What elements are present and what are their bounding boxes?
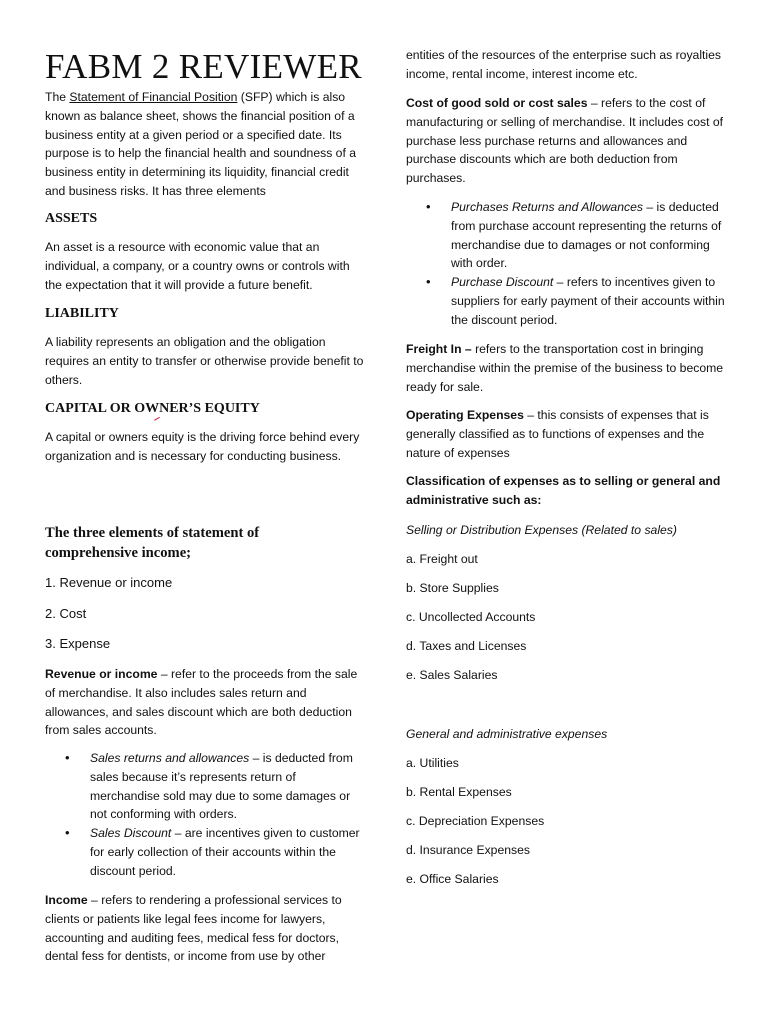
revenue-text: – refer to the proceeds from the sale of merchandise. It also includes sales return and allowances, and sales discount which are both deduction from sales accounts.: [45, 667, 358, 738]
bullet-term: Sales returns and allowances: [90, 751, 250, 765]
bullet-icon: •: [65, 825, 70, 841]
opex-text: – this consists of expenses that is generally classified as to functions of expenses and the nature of expenses: [406, 408, 709, 460]
capital-text: A capital or owners equity is the driving force behind every organization and is necessary for conducting business.: [45, 430, 360, 463]
bullet-icon: •: [65, 750, 70, 765]
list-item: [406, 198, 728, 273]
classification-heading: Classification of expenses as to selling or general and administrative such as:: [406, 474, 721, 507]
admin-item: d. Insurance Expenses: [406, 843, 530, 857]
income-elements-heading: The three elements of statement of comprehensive income;: [45, 525, 260, 561]
revenue-term: Revenue or income: [45, 667, 158, 681]
bullet-text: – refers to incentives given to suppliers for early payment of their accounts within the discount period.: [451, 275, 725, 327]
list-item-expense: 3. Expense: [45, 636, 111, 651]
bullet-text: – is deducted from purchase account representing the returns of merchandise due to damages or not conforming with order.: [451, 200, 722, 271]
bullet-text: – is deducted from sales because it’s represents return of merchandise sold may due to some damages or not conforming with orders.: [90, 751, 353, 822]
list-item-cost: 2. Cost: [45, 606, 87, 621]
intro-post: (SFP) which is also known as balance sheet, shows the financial position of a business entity at a given period or a specified date. Its purpose is to help the financial health and soundness of a business entity in determining its liquidity, financial credit and business risks. It has three elements: [45, 90, 357, 198]
freight-text: refers to the transportation cost in bringing merchandise within the premise of the business to become ready for sale.: [406, 342, 724, 394]
bullet-term: Sales Discount: [90, 826, 172, 841]
sales-bullets: [45, 749, 367, 881]
selling-item: e. Sales Salaries: [406, 668, 498, 682]
document-title: FABM 2 REVIEWER: [45, 47, 362, 86]
freight-paragraph: [406, 340, 728, 396]
cogs-text: – refers to the cost of manufacturing or selling of merchandise. It includes cost of purchase less purchase returns and allowances and purchase discounts which are both deduction from purchases.: [406, 96, 724, 186]
selling-item: d. Taxes and Licenses: [406, 639, 527, 653]
admin-item: a. Utilities: [406, 756, 459, 770]
admin-item: c. Depreciation Expenses: [406, 814, 545, 828]
bullet-icon: •: [426, 274, 431, 290]
assets-text: An asset is a resource with economic value that an individual, a company, or a country owns or controls with the expectation that it will provide a future benefit.: [45, 240, 350, 292]
income-term: Income: [45, 893, 88, 907]
liability-text: A liability represents an obligation and the obligation requires an entity to transfer or otherwise provide benefit to others.: [45, 335, 364, 387]
list-item: [45, 749, 367, 824]
revenue-paragraph: [45, 665, 367, 740]
continuation-text: entities of the resources of the enterprise such as royalties income, rental income, interest income etc.: [406, 48, 722, 81]
bullet-text: – are incentives given to customer for early collection of their accounts within the discount period.: [90, 826, 360, 878]
bullet-icon: •: [426, 199, 431, 214]
selling-item: c. Uncollected Accounts: [406, 610, 536, 624]
admin-item: b. Rental Expenses: [406, 785, 512, 799]
assets-heading: ASSETS: [45, 211, 98, 226]
selling-heading: Selling or Distribution Expenses (Related to sales): [406, 523, 677, 537]
intro-paragraph: [45, 88, 367, 201]
opex-term: Operating Expenses: [406, 408, 524, 422]
liability-heading: LIABILITY: [45, 306, 119, 321]
selling-item: b. Store Supplies: [406, 581, 499, 595]
income-paragraph: [45, 891, 367, 966]
list-item: [406, 273, 728, 329]
cogs-term: Cost of good sold or cost sales: [406, 96, 588, 110]
intro-pre: The: [45, 90, 70, 104]
bullet-term: Purchase Discount: [451, 275, 554, 290]
purchase-bullets: [406, 198, 728, 330]
capital-heading: CAPITAL OR OWNER’S EQUITY: [45, 401, 260, 416]
sfp-link-text: Statement of Financial Position: [69, 90, 238, 104]
income-text: – refers to rendering a professional services to clients or patients like legal fees income for lawyers, accounting and auditing fees, medical fess for doctors, dental fess for dentists, or income from use by other: [45, 893, 342, 964]
list-item-revenue: 1. Revenue or income: [45, 575, 173, 590]
admin-item: e. Office Salaries: [406, 872, 499, 886]
bullet-term: Purchases Returns and Allowances: [451, 200, 643, 214]
admin-heading: General and administrative expenses: [406, 727, 608, 741]
list-item: [45, 824, 367, 880]
selling-item: a. Freight out: [406, 552, 478, 566]
opex-paragraph: [406, 406, 728, 462]
cogs-paragraph: [406, 94, 728, 188]
freight-term: Freight In –: [406, 342, 472, 356]
